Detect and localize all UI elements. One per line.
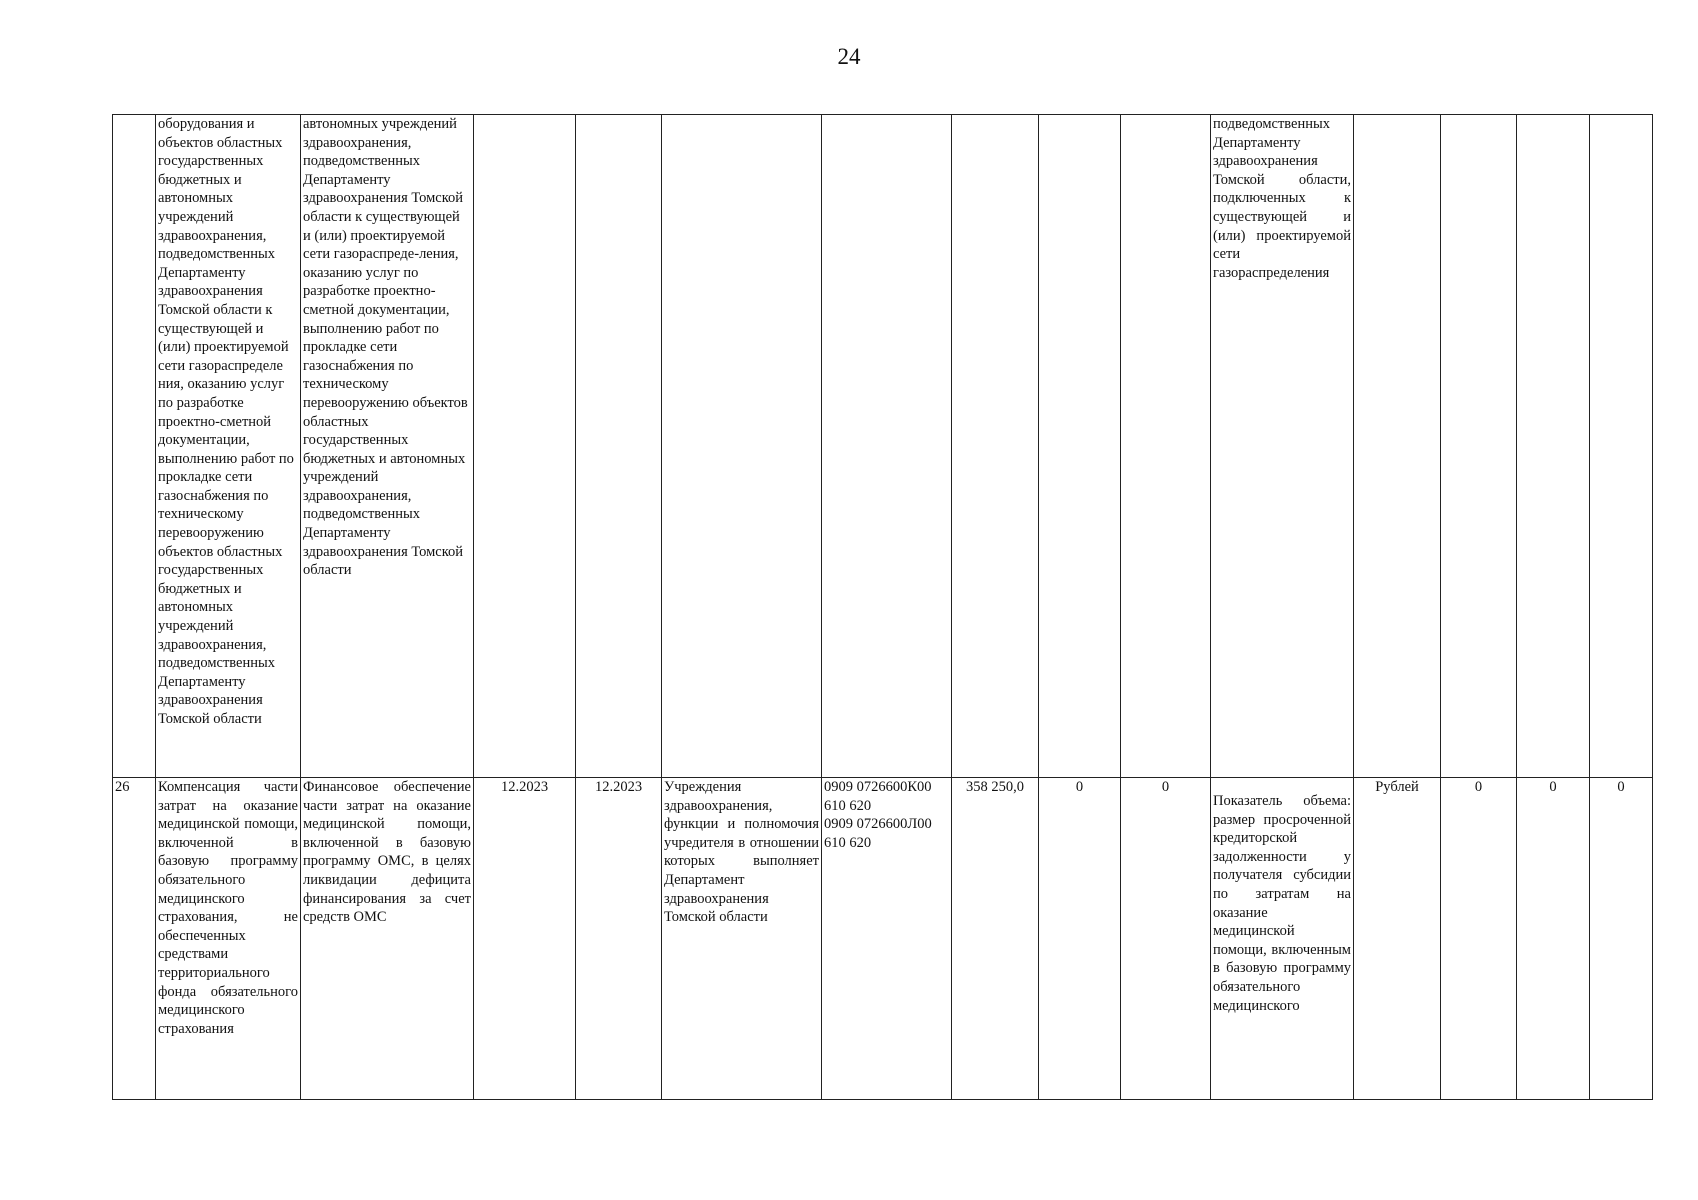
cell-result-1: 0 bbox=[1441, 778, 1517, 1100]
cell-value-1 bbox=[1039, 115, 1121, 778]
cell-result-2: 0 bbox=[1517, 778, 1590, 1100]
cell-budget-codes bbox=[822, 778, 952, 1100]
cell-event-description: Финансовое обеспечение части затрат на оказание медицинской помощи, включенной в базовую программу ОМС, в целях ликвидации дефицита финансирования за счет средств ОМС bbox=[301, 778, 474, 1100]
cell-number: 26 bbox=[113, 778, 156, 1100]
cell-amount bbox=[952, 115, 1039, 778]
cell-result-3 bbox=[1590, 115, 1653, 778]
cell-indicator: подведомственных Департаменту здравоохранения Томской области, подключенных к существующей и (или) проектируемой сети газораспределения bbox=[1211, 115, 1354, 778]
cell-event-name: Компенсация части затрат на оказание медицинской помощи, включенной в базовую программу обязательного медицинского страхования, не обеспеченных средствами территориального фонда обязательного медицинского страхования bbox=[156, 778, 301, 1100]
cell-result-1 bbox=[1441, 115, 1517, 778]
cell-value-1: 0 bbox=[1039, 778, 1121, 1100]
cell-start-date: 12.2023 bbox=[474, 778, 576, 1100]
page-number: 24 bbox=[837, 44, 861, 69]
cell-value-2 bbox=[1121, 115, 1211, 778]
cell-budget-codes bbox=[822, 115, 952, 778]
cell-end-date: 12.2023 bbox=[576, 778, 662, 1100]
cell-unit: Рублей bbox=[1354, 778, 1441, 1100]
cell-value-2: 0 bbox=[1121, 778, 1211, 1100]
cell-indicator: Показатель объема: размер просроченной кредиторской задолженности у получателя субсидии по затратам на оказание медицинской помощи, включенным в базовую программу обязательного медицинского bbox=[1211, 778, 1354, 1100]
cell-unit bbox=[1354, 115, 1441, 778]
budget-code: 0909 0726600К00 610 620 bbox=[824, 779, 932, 814]
budget-code: 0909 0726600Л00 610 620 bbox=[824, 816, 932, 851]
cell-end-date bbox=[576, 115, 662, 778]
table-row bbox=[113, 778, 1653, 1100]
cell-start-date bbox=[474, 115, 576, 778]
cell-result-3: 0 bbox=[1590, 778, 1653, 1100]
cell-event-description: автономных учреждений здравоохранения, подведомственных Департаменту здравоохранения Томской области к существующей и (или) проектируемой сети газораспреде-ления, оказанию услуг по разработке проектно-сметной документации, выполнению работ по прокладке сети газоснабжения по техническому перевооружению объектов областных государственных бюджетных и автономных учреждений здравоохранения, подведомственных Департаменту здравоохранения Томской области bbox=[301, 115, 474, 778]
cell-result-2 bbox=[1517, 115, 1590, 778]
program-table bbox=[112, 114, 1653, 1100]
table-row bbox=[113, 115, 1653, 778]
cell-event-name: оборудования и объектов областных государственных бюджетных и автономных учреждений здравоохранения, подведомственных Департаменту здравоохранения Томской области к существующей и (или) проектируемой сети газораспределе ния, оказанию услуг по разработке проектно-сметной документации, выполнению работ по прокладке сети газоснабжения по техническому перевооружению объектов областных государственных бюджетных и автономных учреждений здравоохранения, подведомственных Департаменту здравоохранения Томской области bbox=[156, 115, 301, 778]
cell-executor bbox=[662, 115, 822, 778]
cell-number bbox=[113, 115, 156, 778]
cell-amount: 358 250,0 bbox=[952, 778, 1039, 1100]
cell-executor: Учреждения здравоохранения, функции и полномочия учредителя в отношении которых выполняет Департамент здравоохранения Томской области bbox=[662, 778, 822, 1100]
